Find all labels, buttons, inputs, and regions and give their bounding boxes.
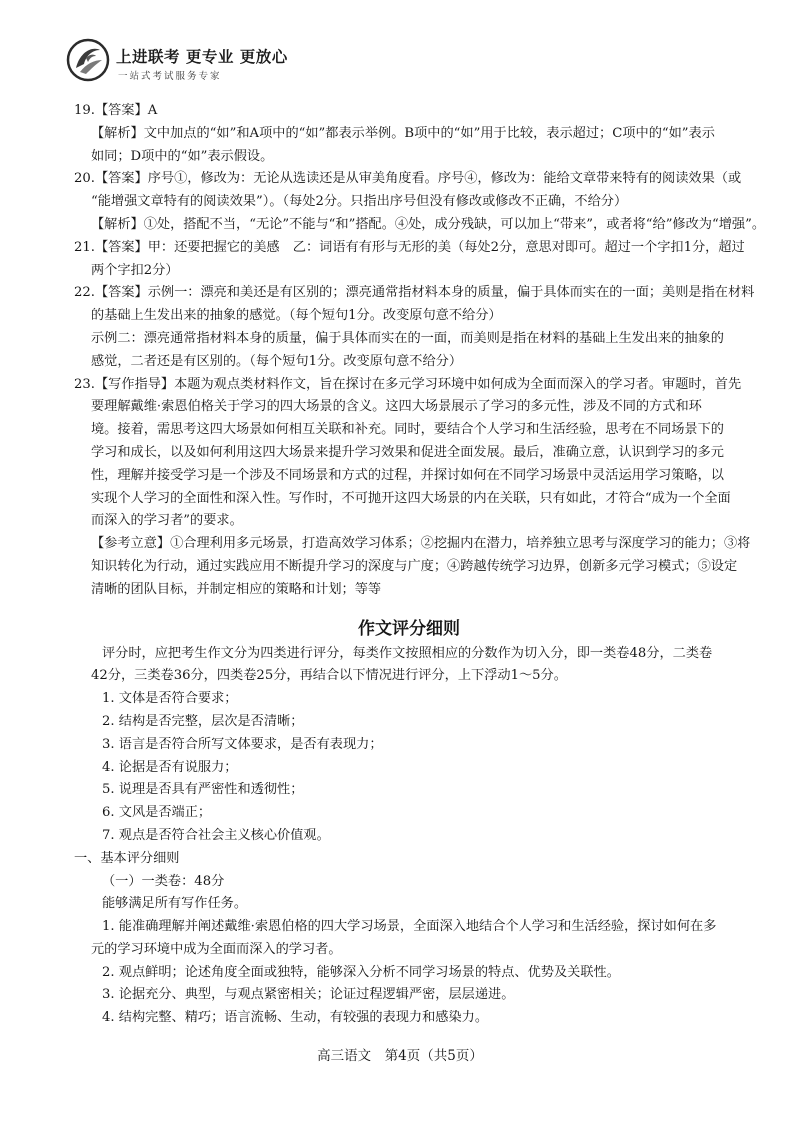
page-footer: 高三语文 第4页（共5页）: [317, 1048, 483, 1064]
text-line: 评分时，应把考生作文分为四类进行评分，每类作文按照相应的分数作为切入分，即一类卷48分，二类卷: [102, 645, 713, 661]
text-line: 20.【答案】序号①，修改为：无论从选读还是从审美角度看。序号④，修改为：能给文章带来特有的阅读效果（或: [74, 171, 742, 187]
text-line: 19.【答案】A: [74, 103, 158, 118]
text-line: 42分，三类卷36分，四类卷25分，再结合以下情况进行评分，上下浮动1～5分。: [91, 668, 567, 684]
text-line: 6. 文风是否端正；: [102, 805, 212, 821]
text-line: 【解析】①处，搭配不当，“无论”不能与“和”搭配。④处，成分残缺，可以加上“带来”，或者将“给”修改为“增强”。: [91, 216, 766, 232]
text-line: 7. 观点是否符合社会主义核心价值观。: [102, 827, 330, 843]
text-line: 一、基本评分细则: [74, 850, 180, 866]
text-line: 3. 论据充分、典型，与观点紧密相关；论证过程逻辑严密，层层递进。: [102, 987, 515, 1003]
header-slogan: 上进联考 更专业 更放心: [116, 48, 288, 66]
text-line: 【解析】文中加点的“如”和A项中的“如”都表示举例。B项中的“如”用于比较，表示超过；C项中的“如”表示: [91, 125, 715, 141]
text-line: 3. 语言是否符合所写文体要求，是否有表现力；: [102, 736, 383, 752]
header-tagline: 一站式考试服务专家: [118, 71, 222, 82]
header: [66, 38, 366, 88]
text-line: “能增强文章特有的阅读效果”）。（每处2分。只指出序号但没有修改或修改不正确，不给分）: [91, 194, 628, 210]
text-line: 而深入的学习者”的要求。: [91, 513, 243, 529]
spacer: [74, 602, 744, 611]
text-line: 境。接着，需思考这四大场景如何相互关联和补充。同时，要结合个人学习和生活经验，思考在不同场景下的: [91, 422, 724, 438]
text-line: 【参考立意】①合理利用多元场景，打造高效学习体系；②挖掘内在潜力，培养独立思考与深度学习的能力；③将: [91, 536, 751, 552]
text-line: 如同；D项中的“如”表示假设。: [91, 148, 274, 164]
logo-icon: [66, 38, 110, 82]
text-line: 1. 文体是否符合要求；: [102, 691, 238, 707]
text-line: 知识转化为行动，通过实践应用不断提升学习的深度与广度；④跨越传统学习边界，创新多元学习模式；⑤设定: [91, 558, 738, 574]
text-line: 能够满足所有写作任务。: [102, 896, 248, 912]
text-line: 4. 结构完整、精巧；语言流畅、生动，有较强的表现力和感染力。: [102, 1010, 489, 1026]
text-line: 2. 结构是否完整，层次是否清晰；: [102, 713, 304, 729]
text-line: 23.【写作指导】本题为观点类材料作文，旨在探讨在多元学习环境中如何成为全面而深入的学习者。审题时，首先: [74, 376, 742, 392]
text-line: 2. 观点鲜明；论述角度全面或独特，能够深入分析不同学习场景的特点、优势及关联性。: [102, 964, 620, 980]
text-line: 学习和成长，以及如何利用这四大场景来提升学习效果和促进全面发展。最后，准确立意，认识到学习的多元: [91, 444, 724, 460]
text-line: 元的学习环境中成为全面而深入的学习者。: [91, 941, 342, 957]
text-line: 5. 说理是否具有严密性和透彻性；: [102, 782, 304, 798]
text-line: 清晰的团队目标，并制定相应的策略和计划；等等: [91, 581, 382, 597]
text-line: 示例二：漂亮通常指材料本身的质量，偏于具体而实在的一面，而美则是指在材料的基础上生发出来的抽象的: [91, 330, 724, 346]
text-line: 的基础上生发出来的抽象的感觉。（每个短句1分。改变原句意不给分）: [91, 308, 502, 324]
text-line: 1. 能准确理解并阐述戴维·索恩伯格的四大学习场景，全面深入地结合个人学习和生活经验，探讨如何在多: [102, 919, 717, 935]
text-line: 22.【答案】示例一：漂亮和美还是有区别的；漂亮通常指材料本身的质量，偏于具体而实在的一面；美则是指在材料: [74, 285, 755, 301]
answer-content: [74, 100, 766, 1030]
text-line: （一）一类卷：48分: [102, 873, 225, 889]
text-line: 性，理解并接受学习是一个涉及不同场景和方式的过程，并探讨如何在不同学习场景中灵活运用学习策略，以: [91, 467, 724, 483]
section-title: 作文评分细则: [358, 618, 460, 639]
text-line: 两个字扣2分）: [91, 262, 179, 278]
text-line: 4. 论据是否有说服力；: [102, 759, 238, 775]
text-line: 感觉，二者还是有区别的。（每个短句1分。改变原句意不给分）: [91, 353, 463, 369]
text-line: 要理解戴维·索恩伯格关于学习的四大场景的含义。这四大场景展示了学习的多元性，涉及不同的方式和环: [91, 399, 702, 415]
text-line: 实现个人学习的全面性和深入性。写作时，不可抛开这四大场景的内在关联，只有如此，才符合“成为一个全面: [91, 490, 731, 506]
text-line: 21.【答案】甲：还要把握它的美感 乙：词语有有形与无形的美（每处2分，意思对即可。超过一个字扣1分，超过: [74, 239, 745, 255]
